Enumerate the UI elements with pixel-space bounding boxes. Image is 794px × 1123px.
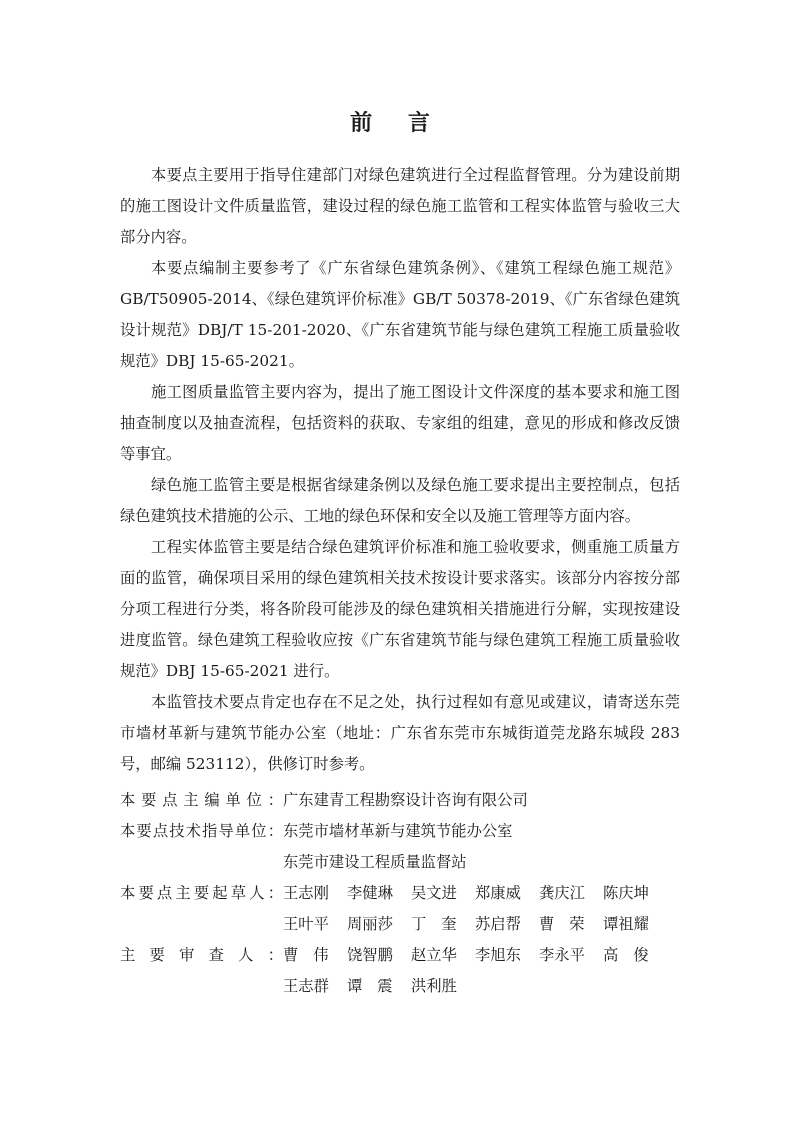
person-name: 吴文进 [411,884,457,902]
paragraph: 本要点编制主要参考了《广东省绿色建筑条例》、《建筑工程绿色施工规范》GB/T50905-2014、《绿色建筑评价标准》GB/T 50378-2019、《广东省绿色建筑设计规范》DBJ/T 15-201-2020、《广东省建筑节能与绿色建筑工程施工质量验收规范》DBJ 15-65-2021。 [120,259,680,370]
paragraph: 本监管技术要点肯定也存在不足之处，执行过程如有意见或建议，请寄送东莞市墙材革新与建筑节能办公室（地址：广东省东莞市东城街道莞龙路东城段 283 号，邮编 523112），供修订时参考。 [120,693,680,773]
paragraph: 绿色施工监管主要是根据省绿建条例以及绿色施工要求提出主要控制点，包括绿色建筑技术措施的公示、工地的绿色环保和安全以及施工管理等方面内容。 [120,476,680,525]
person-name: 曹伟 [283,946,344,964]
guidance-row [120,816,680,847]
guidance-value: 东莞市墙材革新与建筑节能办公室 [283,822,513,840]
person-name: 周丽莎 [347,915,393,933]
person-name: 高俊 [603,946,664,964]
reviewers-row [120,940,680,971]
drafters-row [120,878,680,909]
drafters-row [120,909,680,940]
reviewers-row [120,971,680,1002]
person-name: 郑康威 [475,884,521,902]
reviewers-label: 主要审查人： [120,946,283,964]
person-name: 曹荣 [539,915,600,933]
page-title: 前 言 [350,111,444,136]
person-name: 王叶平 [283,915,329,933]
person-name: 李健琳 [347,884,393,902]
editor-label: 本要点主编单位： [120,791,283,809]
person-name: 龚庆江 [539,884,585,902]
person-name: 赵立华 [411,946,457,964]
person-name: 陈庆坤 [603,884,649,902]
paragraph: 施工图质量监管主要内容为，提出了施工图设计文件深度的基本要求和施工图抽查制度以及抽查流程，包括资料的获取、专家组的组建，意见的形成和修改反馈等事宜。 [120,383,680,463]
reviewers-names [283,971,680,1002]
preface-body [120,160,680,780]
drafters-names [283,878,680,909]
person-name: 李永平 [539,946,585,964]
person-name: 丁奎 [411,915,472,933]
drafters-names [283,909,680,940]
paragraph: 本要点主要用于指导住建部门对绿色建筑进行全过程监督管理。分为建设前期的施工图设计文件质量监管，建设过程的绿色施工监管和工程实体监管与验收三大部分内容。 [120,166,680,246]
credits-block [120,785,680,1002]
person-name: 饶智鹏 [347,946,393,964]
person-name: 谭震 [347,977,408,995]
person-name: 谭祖耀 [603,915,649,933]
guidance-value: 东莞市建设工程质量监督站 [283,853,467,871]
person-name: 王志刚 [283,884,329,902]
reviewers-names [283,940,680,971]
guidance-row [120,847,680,878]
person-name: 洪利胜 [411,977,457,995]
person-name: 王志群 [283,977,329,995]
paragraph: 工程实体监管主要是结合绿色建筑评价标准和施工验收要求，侧重施工质量方面的监管，确保项目采用的绿色建筑相关技术按设计要求落实。该部分内容按分部分项工程进行分类，将各阶段可能涉及的绿色建筑相关措施进行分解，实现按建设进度监管。绿色建筑工程验收应按《广东省建筑节能与绿色建筑工程施工质量验收规范》DBJ 15-65-2021 进行。 [120,538,680,680]
editor-value: 广东建青工程勘察设计咨询有限公司 [283,791,528,809]
guidance-label: 本要点技术指导单位： [120,822,283,840]
person-name: 苏启帮 [475,915,521,933]
editor-row [120,785,680,816]
drafters-label: 本要点主要起草人： [120,884,283,902]
person-name: 李旭东 [475,946,521,964]
